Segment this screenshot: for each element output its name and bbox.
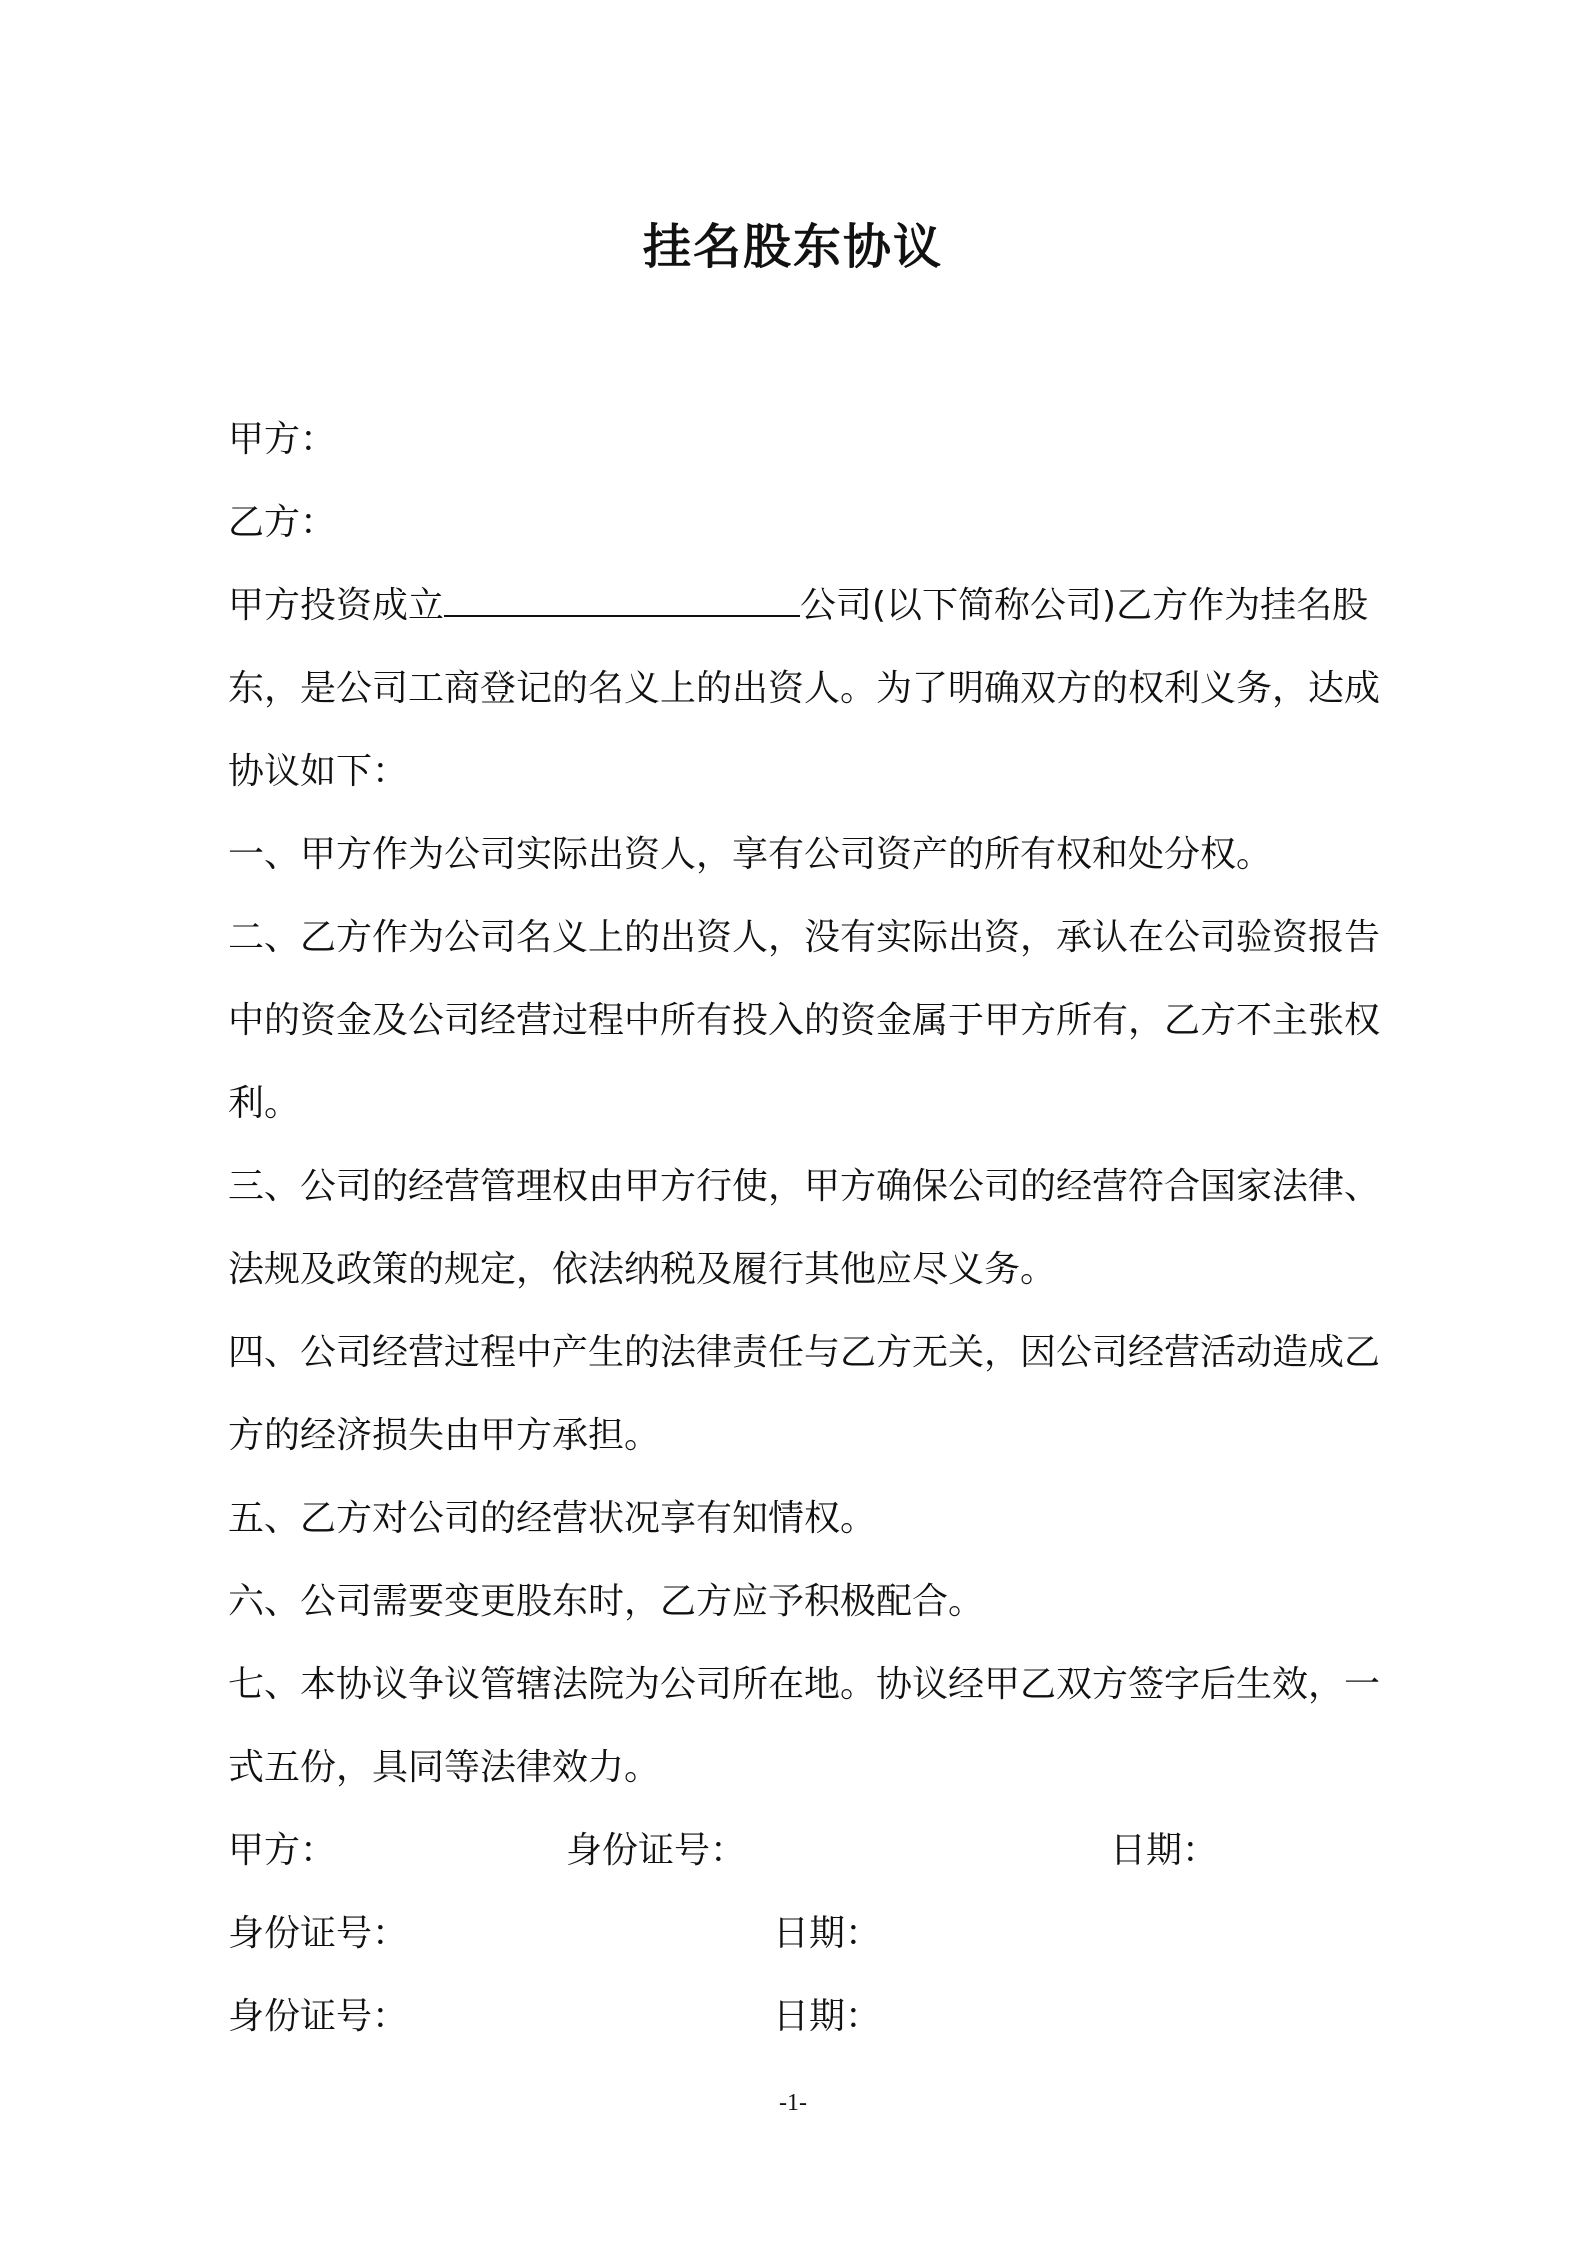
signature-date-label-2: 日期：: [773, 1913, 882, 1954]
intro-line-1: [228, 564, 1428, 647]
clause-7-line-2: 式五份，具同等法律效力。: [228, 1747, 661, 1788]
clause-3-line-1: 三、公司的经营管理权由甲方行使，甲方确保公司的经营符合国家法律、: [228, 1166, 1381, 1207]
signature-party-a-label: 甲方：: [228, 1830, 337, 1871]
signature-date-label-3: 日期：: [773, 1996, 882, 2037]
signature-date-label-1: 日期：: [1110, 1830, 1219, 1871]
signature-id-label-1: 身份证号：: [566, 1830, 747, 1871]
company-name-blank: [444, 591, 800, 617]
signature-row-1: [228, 1809, 1428, 1892]
signature-row-2: [228, 1892, 1428, 1975]
party-a-line: 甲方：: [228, 419, 337, 460]
clause-4-line-1: 四、公司经营过程中产生的法律责任与乙方无关，因公司经营活动造成乙: [228, 1332, 1381, 1373]
clause-6-line-1: 六、公司需要变更股东时，乙方应予积极配合。: [228, 1581, 985, 1622]
clause-7-line-1: 七、本协议争议管辖法院为公司所在地。协议经甲乙双方签字后生效，一: [228, 1664, 1381, 1705]
document-body: [228, 398, 1428, 2058]
signature-id-label-2: 身份证号：: [228, 1913, 409, 1954]
document-title: 挂名股东协议: [642, 219, 943, 275]
clause-2-line-2: 中的资金及公司经营过程中所有投入的资金属于甲方所有，乙方不主张权: [228, 1000, 1381, 1041]
clause-5-line-1: 五、乙方对公司的经营状况享有知情权。: [228, 1498, 877, 1539]
signature-row-3: [228, 1975, 1428, 2058]
page-number: -1-: [779, 2090, 807, 2116]
intro-line-3: 协议如下：: [228, 751, 409, 792]
clause-1-line-1: 一、甲方作为公司实际出资人，享有公司资产的所有权和处分权。: [228, 834, 1273, 875]
clause-4-line-2: 方的经济损失由甲方承担。: [228, 1415, 661, 1456]
signature-id-label-3: 身份证号：: [228, 1996, 409, 2037]
intro-text-end: 公司(以下简称公司)乙方作为挂名股: [800, 585, 1369, 626]
clause-3-line-2: 法规及政策的规定，依法纳税及履行其他应尽义务。: [228, 1249, 1057, 1290]
intro-text-start: 甲方投资成立: [228, 585, 445, 626]
party-b-line: 乙方：: [228, 502, 337, 543]
clause-2-line-1: 二、乙方作为公司名义上的出资人，没有实际出资，承认在公司验资报告: [228, 917, 1381, 958]
intro-line-2: 东，是公司工商登记的名义上的出资人。为了明确双方的权利义务，达成: [228, 668, 1381, 709]
clause-2-line-3: 利。: [228, 1083, 301, 1124]
